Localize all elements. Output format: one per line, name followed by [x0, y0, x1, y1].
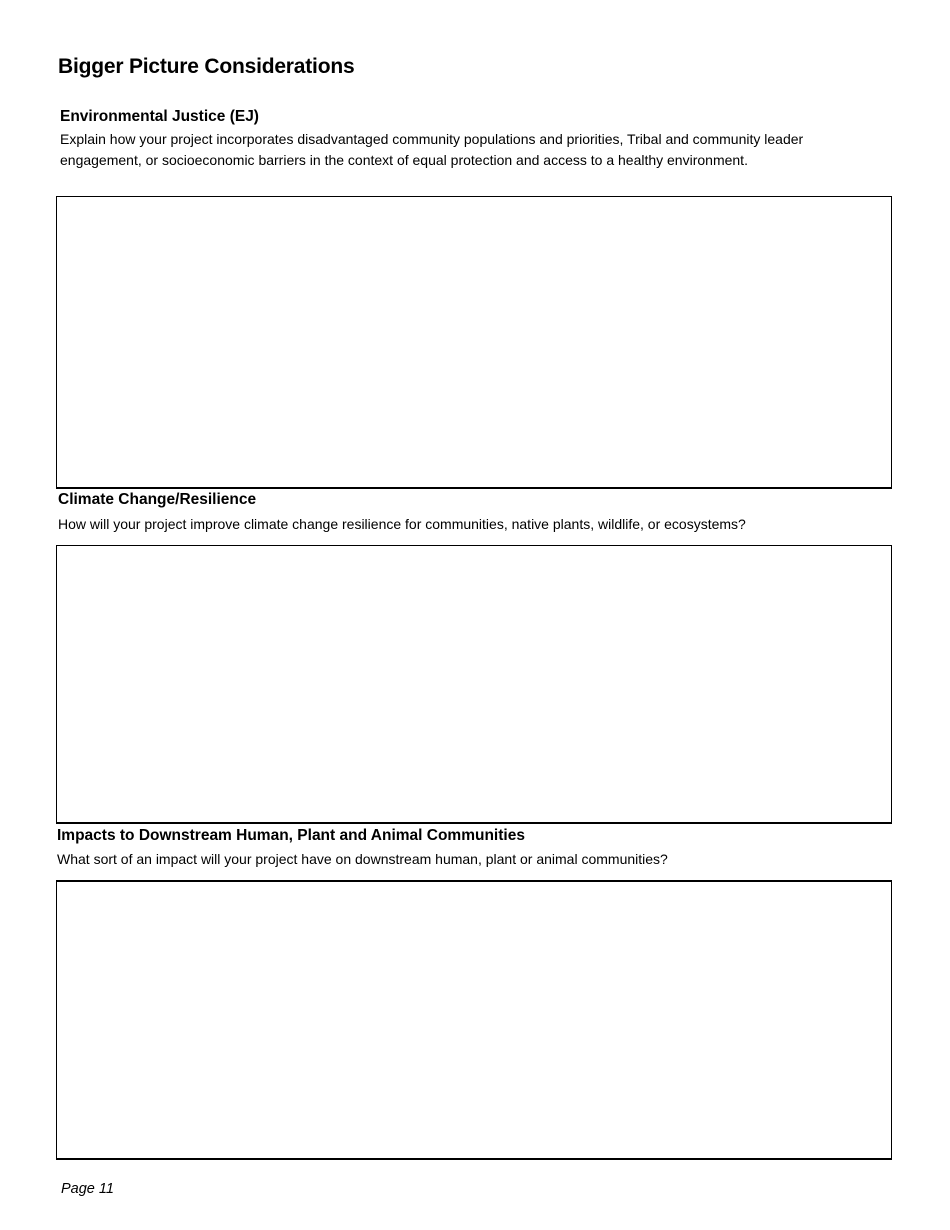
- section-ej-title: Environmental Justice (EJ): [60, 108, 259, 125]
- section-ej-description: Explain how your project incorporates disadvantaged community populations and priorities, Tribal and community leader engagement, or socioeconomic barriers in the context of equal protection and access to a healthy environment.: [60, 131, 804, 168]
- page-title: Bigger Picture Considerations: [58, 55, 355, 78]
- ej-answer-field[interactable]: [56, 196, 892, 489]
- climate-answer-field[interactable]: [56, 545, 892, 824]
- section-climate-description: How will your project improve climate change resilience for communities, native plants, wildlife, or ecosystems?: [58, 516, 746, 532]
- page-number: Page 11: [61, 1181, 114, 1197]
- section-downstream-title: Impacts to Downstream Human, Plant and Animal Communities: [57, 827, 525, 844]
- section-climate-title: Climate Change/Resilience: [58, 491, 257, 508]
- section-downstream-description: What sort of an impact will your project have on downstream human, plant or animal communities?: [57, 851, 668, 867]
- downstream-answer-field[interactable]: [56, 880, 892, 1160]
